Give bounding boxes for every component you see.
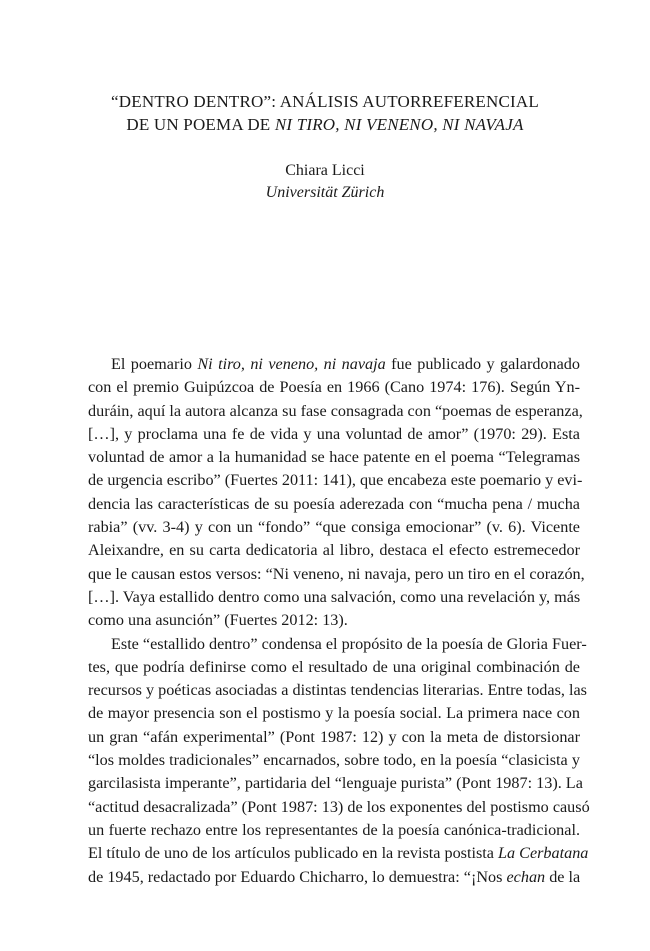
text-span: que le causan estos versos: “Ni veneno, ni navaja, pero un tiro en el corazón, [88, 564, 585, 583]
title-line-2-italic: NI TIRO, NI VENENO, NI NAVAJA [274, 115, 524, 134]
text-span: El título de uno de los artículos publicado en la revista postista [88, 844, 498, 863]
title-line-2 [0, 113, 650, 136]
text-line [88, 819, 580, 842]
text-line [88, 493, 580, 516]
text-line [88, 586, 580, 609]
text-line [88, 702, 580, 725]
text-line [88, 469, 583, 492]
text-line [88, 400, 583, 423]
text-span: garcilasista imperante”, partidaria del “lenguaje purista” (Pont 1987: 13). La [88, 774, 583, 793]
text-span: de urgencia escribo” (Fuertes 2011: 141), que encabeza este poemario y evi- [88, 471, 583, 490]
text-span: de la [545, 867, 581, 886]
text-span: […], y proclama una fe de vida y una voluntad de amor” (1970: 29). Esta [88, 424, 580, 443]
article-body [88, 353, 590, 889]
text-span: un gran “afán experimental” (Pont 1987: 12) y con la meta de distorsionar [88, 727, 580, 746]
text-line [88, 866, 580, 889]
title-line-2-prefix: DE UN POEMA DE [126, 115, 275, 134]
text-span: recursos y poéticas asociadas a distintas tendencias literarias. Entre todas, las [88, 681, 587, 700]
italic-text: Ni tiro, ni veneno, ni navaja [197, 355, 386, 373]
text-span: tes, que podría definirse como el resultado de una original combinación de [88, 657, 580, 676]
paragraph-1 [88, 353, 585, 633]
author-affiliation: Universität Zürich [265, 184, 385, 201]
text-line [88, 609, 580, 632]
text-span: de 1945, redactado por Eduardo Chicharro, lo demuestra: “¡Nos [88, 867, 507, 886]
title-line-1: “DENTRO DENTRO”: ANÁLISIS AUTORREFERENCIAL [111, 92, 539, 111]
text-span: El poemario [111, 355, 198, 373]
text-span: dencia las características de su poesía aderezada con “mucha pena / mucha [88, 494, 580, 513]
text-span: […]. Vaya estallido dentro como una salvación, como una revelación y, más [88, 587, 581, 606]
text-line [88, 633, 587, 656]
text-span: Este “estallido dentro” condensa el propósito de la poesía de Gloria Fuer- [111, 634, 587, 653]
text-line [88, 539, 580, 562]
text-span: como una asunción” (Fuertes 2012: 13). [88, 611, 348, 630]
text-line [88, 446, 580, 469]
text-line [88, 772, 583, 795]
text-line [88, 353, 580, 376]
text-span: fue publicado y galardonado [385, 355, 580, 373]
text-line [88, 679, 587, 702]
text-span: duráin, aquí la autora alcanza su fase consagrada con “poemas de esperanza, [88, 401, 583, 420]
text-span: con el premio Guipúzcoa de Poesía en 1966 (Cano 1974: 176). Según Yn- [88, 378, 580, 397]
article-title [0, 90, 650, 136]
text-line [88, 726, 580, 749]
text-line [88, 796, 590, 819]
text-span: “actitud desacralizada” (Pont 1987: 13) de los exponentes del postismo causó [88, 797, 590, 816]
text-line [88, 749, 580, 772]
author-name: Chiara Licci [285, 162, 365, 179]
text-line [88, 516, 580, 539]
text-line [88, 423, 580, 446]
text-line [88, 376, 580, 399]
text-line [88, 563, 585, 586]
text-line [88, 842, 589, 865]
text-span: rabia” (vv. 3-4) y con un “fondo” “que consiga emocionar” (v. 6). Vicente [88, 518, 580, 537]
paragraph-2 [88, 633, 590, 889]
text-span: voluntad de amor a la humanidad se hace patente en el poema “Telegramas [88, 448, 580, 467]
text-span: “los moldes tradicionales” encarnados, sobre todo, en la poesía “clasicista y [88, 751, 580, 770]
italic-text: La Cerbatana [498, 844, 589, 863]
author-block [0, 160, 650, 204]
text-span: un fuerte rechazo entre los representantes de la poesía canónica-tradicional. [88, 820, 580, 839]
italic-text: echan [506, 867, 546, 886]
text-span: de mayor presencia son el postismo y la poesía social. La primera nace con [88, 704, 580, 723]
text-line [88, 656, 580, 679]
text-span: Aleixandre, en su carta dedicatoria al libro, destaca el efecto estremecedor [88, 541, 580, 560]
